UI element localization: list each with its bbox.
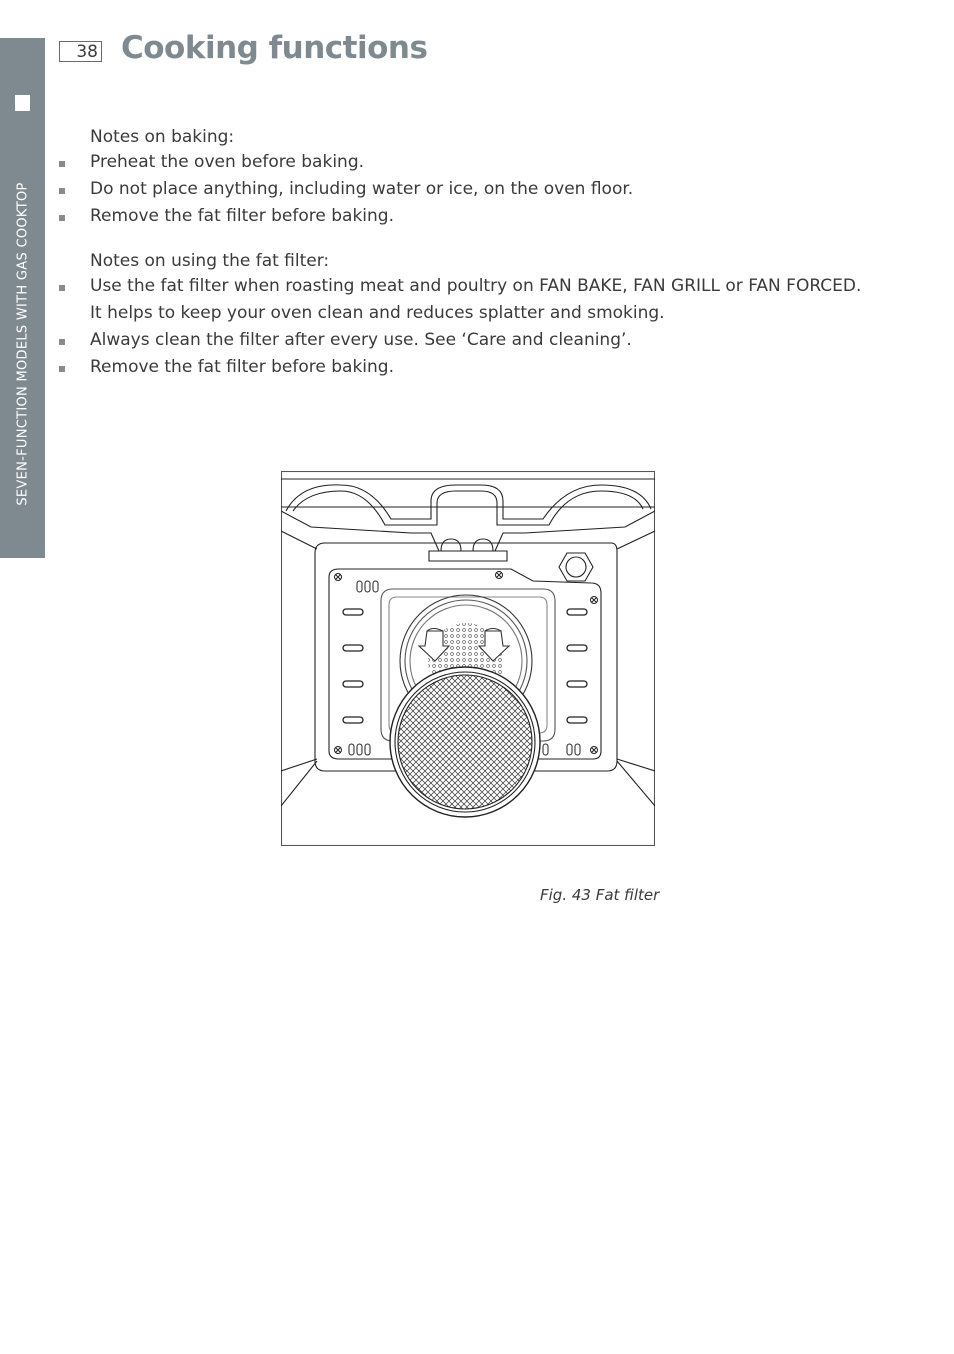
baking-notes bbox=[90, 125, 890, 230]
fat-filter-illustration bbox=[281, 471, 655, 846]
fat-filter-notes bbox=[90, 249, 870, 381]
fat-filter-notes-heading: Notes on using the fat filter: bbox=[90, 251, 330, 271]
page-title: Cooking functions bbox=[121, 30, 428, 66]
side-tab-label: SEVEN-FUNCTION MODELS WITH GAS COOKTOP bbox=[15, 182, 31, 506]
baking-notes-list bbox=[90, 149, 890, 230]
list-item: Always clean the filter after every use. See ‘Care and cleaning’. bbox=[90, 327, 870, 354]
list-item: Preheat the oven before baking. bbox=[90, 149, 890, 176]
fat-filter-notes-list bbox=[90, 273, 870, 381]
side-tab-marker bbox=[15, 95, 30, 111]
list-item: Use the fat filter when roasting meat and poultry on FAN BAKE, FAN GRILL or FAN FORCED. It helps to keep your oven clean and reduces splatter and smoking. bbox=[90, 273, 870, 327]
list-item: Remove the fat filter before baking. bbox=[90, 354, 870, 381]
figure-caption: Fig. 43 Fat filter bbox=[540, 886, 660, 904]
page-number: 38 bbox=[59, 41, 102, 62]
list-item: Remove the fat filter before baking. bbox=[90, 203, 890, 230]
list-item: Do not place anything, including water or ice, on the oven floor. bbox=[90, 176, 890, 203]
baking-notes-heading: Notes on baking: bbox=[90, 127, 235, 147]
